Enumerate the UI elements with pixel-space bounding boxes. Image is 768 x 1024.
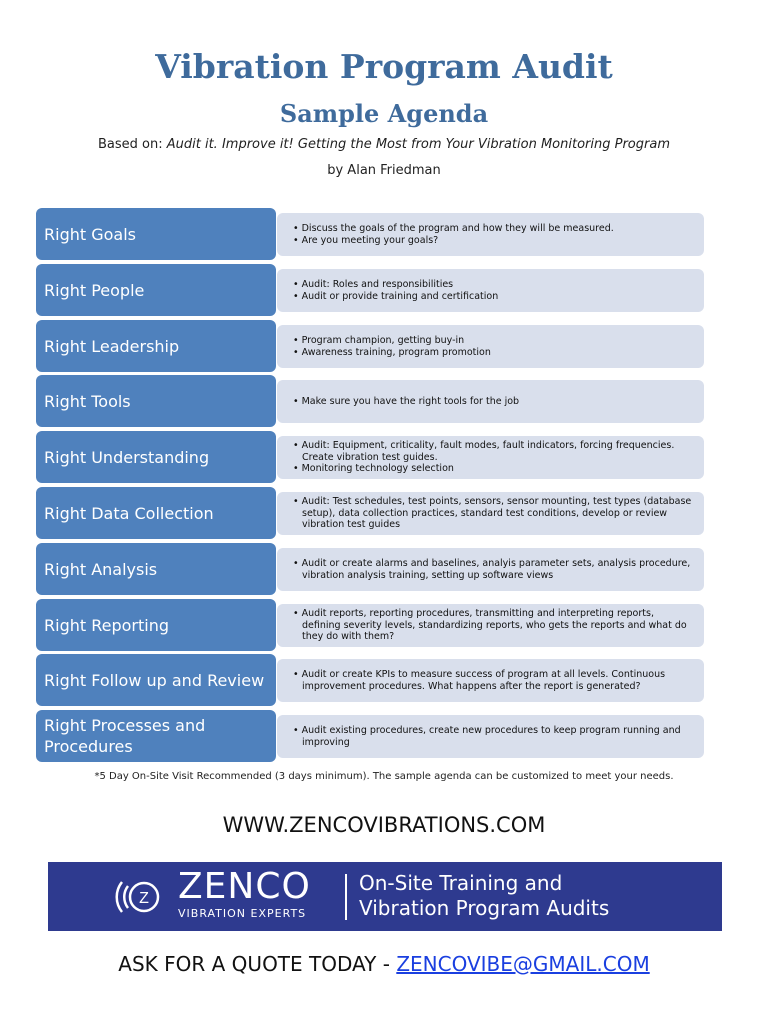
footnote: *5 Day On-Site Visit Recommended (3 days minimum). The sample agenda can be customized to meet your needs.	[94, 771, 674, 782]
agenda-bullet-list	[293, 669, 694, 692]
agenda-bullet: • Audit or create alarms and baselines, analyis parameter sets, analysis procedure, vibration analysis training, setting up software views	[293, 558, 694, 581]
page-subtitle: Sample Agenda	[279, 99, 489, 128]
agenda-details	[277, 604, 704, 647]
based-on-line	[0, 137, 768, 152]
agenda-bullet: • Audit reports, reporting procedures, transmitting and interpreting reports, defining severity levels, standardizing reports, who gets the reports and what do they do with them?	[293, 608, 694, 643]
agenda-bullet-list	[293, 608, 694, 643]
tagline-line-1: On-Site Training and	[359, 871, 563, 895]
email-link[interactable]: ZENCOVIBE@GMAIL.COM	[396, 952, 650, 976]
agenda-bullet-list	[293, 223, 694, 246]
agenda-bullet-list	[293, 335, 694, 358]
banner-tagline	[359, 871, 609, 921]
agenda-label: Right People	[36, 264, 276, 316]
agenda-row	[36, 487, 706, 539]
agenda-bullet: • Are you meeting your goals?	[293, 235, 694, 247]
agenda-details	[277, 213, 704, 256]
agenda-row	[36, 320, 706, 372]
agenda-details	[277, 436, 704, 479]
agenda-bullet-list	[293, 440, 694, 475]
quote-call-to-action	[0, 952, 768, 976]
agenda-details	[277, 325, 704, 368]
agenda-details	[277, 548, 704, 591]
agenda-details	[277, 715, 704, 758]
agenda-bullet: • Audit: Test schedules, test points, sensors, sensor mounting, test types (database setup), data collection practices, standard test conditions, develop or review vibration test guides	[293, 496, 694, 531]
agenda-label: Right Reporting	[36, 599, 276, 651]
banner-divider	[345, 874, 347, 920]
website-url[interactable]: WWW.ZENCOVIBRATIONS.COM	[222, 813, 546, 837]
agenda-details	[277, 492, 704, 535]
book-title: Audit it. Improve it! Getting the Most from Your Vibration Monitoring Program	[166, 137, 670, 152]
agenda-bullet-list	[293, 396, 694, 408]
agenda-bullet: • Awareness training, program promotion	[293, 347, 694, 359]
agenda-label: Right Follow up and Review	[36, 654, 276, 706]
agenda-label: Right Understanding	[36, 431, 276, 483]
agenda-bullet: • Audit or provide training and certification	[293, 291, 694, 303]
agenda-bullet-list	[293, 496, 694, 531]
agenda-details	[277, 659, 704, 702]
based-on-prefix: Based on:	[98, 137, 167, 152]
agenda-bullet: • Audit or create KPIs to measure success of program at all levels. Continuous improvement procedures. What happens after the report is generated?	[293, 669, 694, 692]
agenda-details	[277, 269, 704, 312]
quote-prefix: ASK FOR A QUOTE TODAY -	[118, 952, 397, 976]
agenda-row	[36, 208, 706, 260]
agenda-bullet: • Audit: Equipment, criticality, fault modes, fault indicators, forcing frequencies. Create vibration test guides.	[293, 440, 694, 463]
agenda-bullet: • Discuss the goals of the program and how they will be measured.	[293, 223, 694, 235]
brand-name: ZENCO	[178, 866, 311, 907]
agenda-label: Right Processes and Procedures	[36, 710, 276, 762]
agenda-label: Right Leadership	[36, 320, 276, 372]
agenda-row	[36, 654, 706, 706]
agenda-label: Right Goals	[36, 208, 276, 260]
tagline-line-2: Vibration Program Audits	[359, 896, 610, 920]
zenco-banner	[48, 862, 722, 931]
agenda-label: Right Data Collection	[36, 487, 276, 539]
logo-letter: Z	[139, 890, 149, 907]
agenda-row	[36, 599, 706, 651]
agenda-row	[36, 431, 706, 483]
agenda-bullet: • Audit: Roles and responsibilities	[293, 279, 694, 291]
agenda-bullet: • Program champion, getting buy-in	[293, 335, 694, 347]
agenda-row	[36, 375, 706, 427]
agenda-bullet-list	[293, 279, 694, 302]
agenda-bullet-list	[293, 558, 694, 581]
agenda-bullet-list	[293, 725, 694, 748]
agenda-bullet: • Audit existing procedures, create new procedures to keep program running and improving	[293, 725, 694, 748]
author-line: by Alan Friedman	[327, 163, 441, 178]
agenda-bullet: • Monitoring technology selection	[293, 463, 694, 475]
agenda-bullet: • Make sure you have the right tools for the job	[293, 396, 694, 408]
agenda-row	[36, 710, 706, 762]
agenda-row	[36, 543, 706, 595]
agenda-row	[36, 264, 706, 316]
page-title: Vibration Program Audit	[155, 47, 613, 86]
brand-tagline: VIBRATION EXPERTS	[178, 907, 307, 920]
zenco-logo-icon	[112, 870, 168, 924]
agenda-label: Right Analysis	[36, 543, 276, 595]
agenda-details	[277, 380, 704, 423]
agenda-label: Right Tools	[36, 375, 276, 427]
